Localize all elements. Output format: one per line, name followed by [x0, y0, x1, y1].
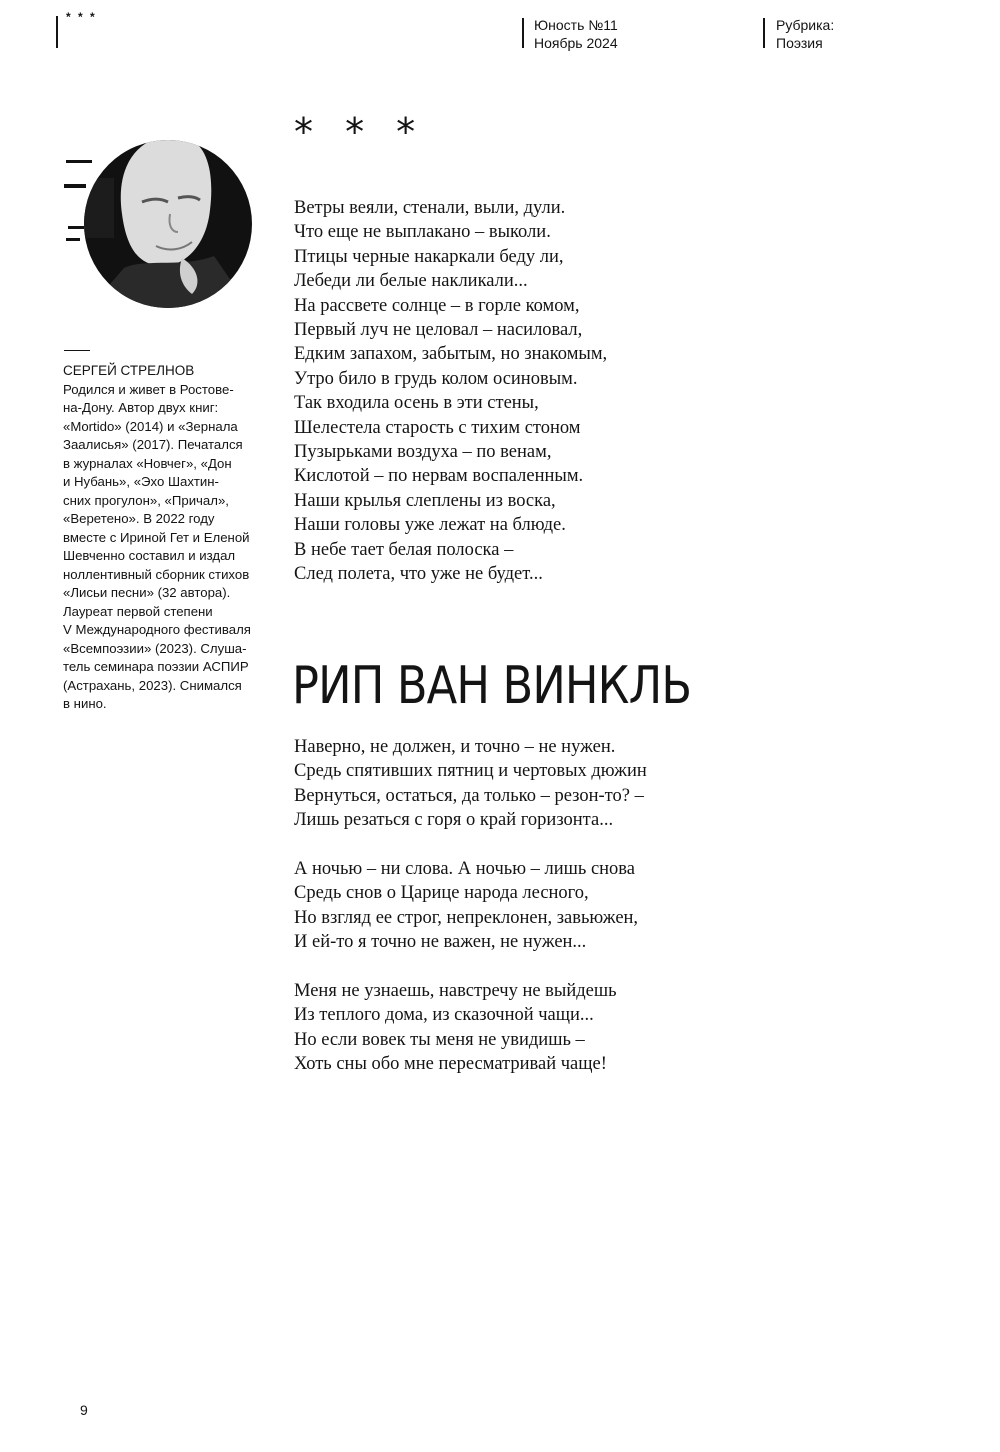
bio-line: Заалисья» (2017). Печатался	[63, 437, 243, 452]
header-section-mark: * * *	[66, 10, 97, 24]
rubric-info	[776, 16, 834, 52]
bio-line: «Mortido» (2014) и «Зернала	[63, 418, 238, 434]
verse-line: Вернуться, остаться, да только – резон-то? –	[294, 785, 644, 806]
bio-line: в журналах «Новчег», «Дон	[63, 455, 232, 471]
author-bio	[63, 362, 278, 714]
verse-line: Ветры веяли, стенали, выли, дули.	[294, 198, 566, 218]
bio-line: (Астрахань, 2023). Снимался	[63, 677, 242, 693]
issue-info	[534, 16, 618, 52]
poem1-text	[294, 196, 607, 587]
bio-line: ноллентивный сборник стихов	[63, 566, 250, 582]
verse-line: Шелестела старость с тихим стоном	[294, 417, 581, 438]
poem2-text	[294, 735, 647, 1077]
stanza-break	[294, 833, 647, 857]
verse-line: Лишь резаться с горя о край горизонта...	[294, 810, 614, 831]
bio-line: Лауреат первой степени	[63, 603, 213, 619]
poem2-title: РИП ВАН ВИНКЛЬ	[292, 656, 692, 716]
header-rule-issue	[522, 18, 524, 48]
bio-line: Шевченно составил и издал	[63, 548, 236, 563]
bio-line: сних прогулон», «Причал»,	[63, 492, 229, 508]
bio-line: и Нубань», «Эхо Шахтин-	[63, 474, 219, 489]
verse-line: Но взгляд ее строг, непреклонен, завьюжен,	[294, 907, 639, 928]
issue-number: Юность №11	[534, 17, 618, 33]
verse-line: Наверно, не должен, и точно – не нужен.	[294, 737, 616, 757]
author-name: СЕРГЕЙ СТРЕЛНОВ	[63, 363, 195, 378]
verse-line: На рассвете солнце – в горле комом,	[294, 295, 580, 316]
verse-line: Что еще не выплакано – выколи.	[294, 222, 551, 243]
poem1-title: * * *	[294, 110, 426, 154]
verse-line: И ей-то я точно не важен, не нужен...	[294, 932, 587, 953]
verse-line: Средь спятивших пятниц и чертовых дюжин	[294, 761, 647, 782]
verse-line: Первый луч не целовал – насиловал,	[294, 320, 583, 341]
bio-line: «Веретено». В 2022 году	[63, 511, 215, 526]
verse-line: Но если вовек ты меня не увидишь –	[294, 1029, 585, 1050]
verse-line: А ночью – ни слова. А ночью – лишь снова	[294, 859, 636, 880]
bio-line: в нино.	[63, 696, 107, 711]
bio-line: «Всемпоэзии» (2023). Слуша-	[63, 640, 247, 656]
bio-line: «Лисьи песни» (32 автора).	[63, 585, 231, 600]
verse-line: Средь снов о Царице народа лесного,	[294, 883, 589, 904]
verse-line: Пузырьками воздуха – по венам,	[294, 442, 552, 463]
page-number: 9	[80, 1402, 88, 1418]
bio-line: Родился и живет в Ростове-	[63, 381, 234, 397]
verse-line: Кислотой – по нервам воспаленным.	[294, 466, 584, 487]
header-rule-left	[56, 16, 58, 48]
verse-line: Наши крылья слеплены из воска,	[294, 490, 556, 511]
verse-line: Едким запахом, забытым, но знакомым,	[294, 344, 608, 365]
bio-line: на-Дону. Автор двух книг:	[63, 400, 219, 415]
verse-line: В небе тает белая полоска –	[294, 539, 514, 560]
rubric-label: Рубрика:	[776, 17, 835, 33]
verse-line: Так входила осень в эти стены,	[294, 393, 539, 414]
bio-line: тель семинара поэзии АСПИР	[63, 659, 249, 674]
verse-line: Птицы черные накаркали беду ли,	[294, 246, 564, 267]
stanza-break	[294, 955, 647, 979]
rubric-value: Поэзия	[776, 35, 823, 51]
bio-line: вместе с Ириной Гет и Еленой	[63, 529, 250, 545]
verse-line: Лебеди ли белые накликали...	[294, 271, 528, 292]
author-photo	[64, 118, 252, 314]
verse-line: Наши головы уже лежат на блюде.	[294, 515, 566, 536]
verse-line: Из теплого дома, из сказочной чащи...	[294, 1005, 594, 1026]
author-divider	[64, 350, 90, 351]
issue-date: Ноябрь 2024	[534, 35, 618, 51]
verse-line: Хоть сны обо мне пересматривай чаще!	[294, 1054, 607, 1075]
verse-line: След полета, что уже не будет...	[294, 564, 543, 585]
bio-line: V Международного фестиваля	[63, 622, 251, 637]
verse-line: Утро било в грудь колом осиновым.	[294, 368, 578, 389]
verse-line: Меня не узнаешь, навстречу не выйдешь	[294, 981, 617, 1002]
header-rule-rubric	[763, 18, 765, 48]
